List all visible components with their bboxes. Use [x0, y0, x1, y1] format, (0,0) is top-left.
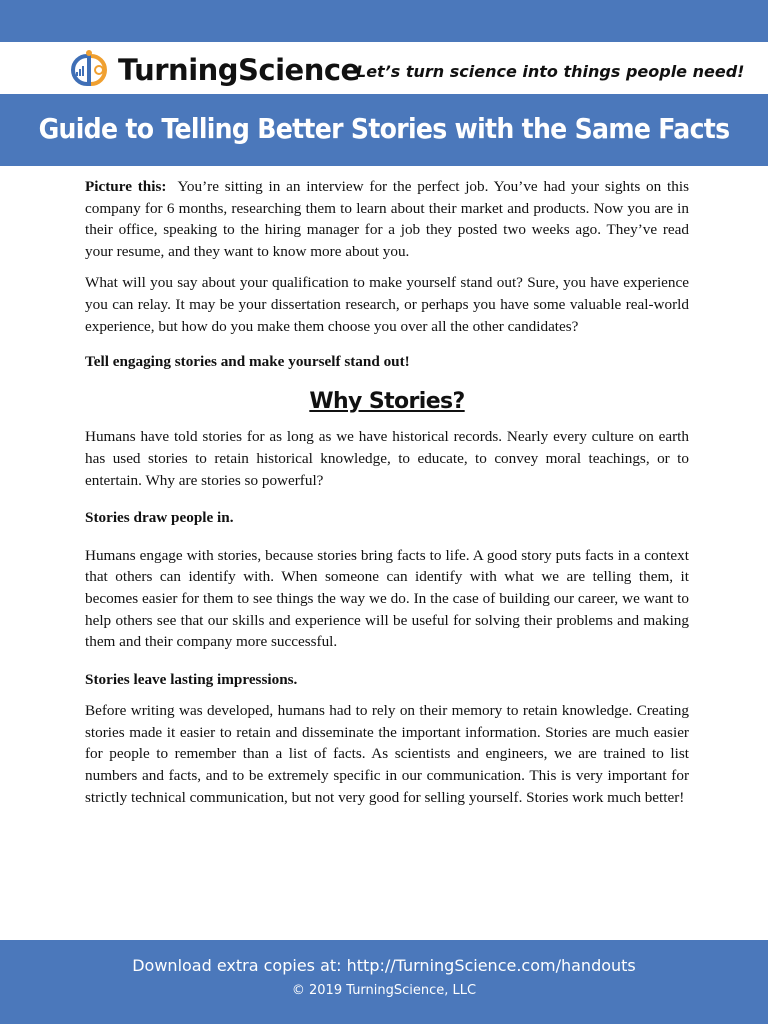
page-title: Guide to Telling Better Stories with the Same Facts: [38, 112, 730, 145]
brand-name: TurningScience: [118, 53, 360, 87]
callout-text: Tell engaging stories and make yourself stand out!: [85, 353, 410, 371]
top-banner: [0, 0, 768, 42]
section-heading: Why Stories?: [309, 388, 465, 414]
download-link-text: Download extra copies at: http://TurningScience.com/handouts: [132, 956, 636, 975]
tagline: Let’s turn science into things people need!: [356, 62, 745, 81]
lead-label: Picture this:: [85, 178, 167, 195]
footer-banner: [0, 940, 768, 1024]
copyright-text: © 2019 TurningScience, LLC: [291, 983, 477, 998]
subheading-lasting: Stories leave lasting impressions.: [85, 670, 298, 688]
why-paragraph-3: Before writing was developed, humans had to rely on their memory to retain knowledge. Creating stories made it easier to retain and disseminate the important information. Stories are much easier for people to remember than a list of facts. As scientists and engineers, we are trained to list numbers and facts, and to be extremely specific in our communication. This is very important for strictly technical communication, but not very good for selling yourself. Stories work much better!: [85, 702, 689, 806]
article-body: [85, 176, 689, 818]
intro-paragraph-2: What will you say about your qualification to make yourself stand out? Sure, you have experience you can relay. It may be your dissertation research, or perhaps you have some valuable real-world experience, but how do you make them choose you over all the other candidates?: [85, 274, 689, 335]
why-paragraph-1: Humans have told stories for as long as we have historical records. Nearly every culture on earth has used stories to retain historical knowledge, to educate, to convey moral teachings, or to entertain. Why are stories so powerful?: [85, 428, 689, 489]
intro-paragraph-1: [85, 176, 689, 262]
intro-text-1: You’re sitting in an interview for the perfect job. You’ve had your sights on this company for 6 months, researching them to learn about their market and products. Now you are in their office, speaking to the hiring manager for a job they posted two weeks ago. They’ve read your resume, and they want to know more about you.: [85, 178, 689, 260]
subheading-draw-in: Stories draw people in.: [85, 509, 234, 527]
turningscience-logo-icon: [63, 48, 115, 90]
why-paragraph-2: Humans engage with stories, because stories bring facts to life. A good story puts facts in a context that others can identify with. When someone can identify with what we are telling them, it becomes easier for them to see things the way we do. In the case of building our career, we want to help others see that our skills and experience will be useful for solving their problems and making them and their company more successful.: [85, 546, 689, 651]
